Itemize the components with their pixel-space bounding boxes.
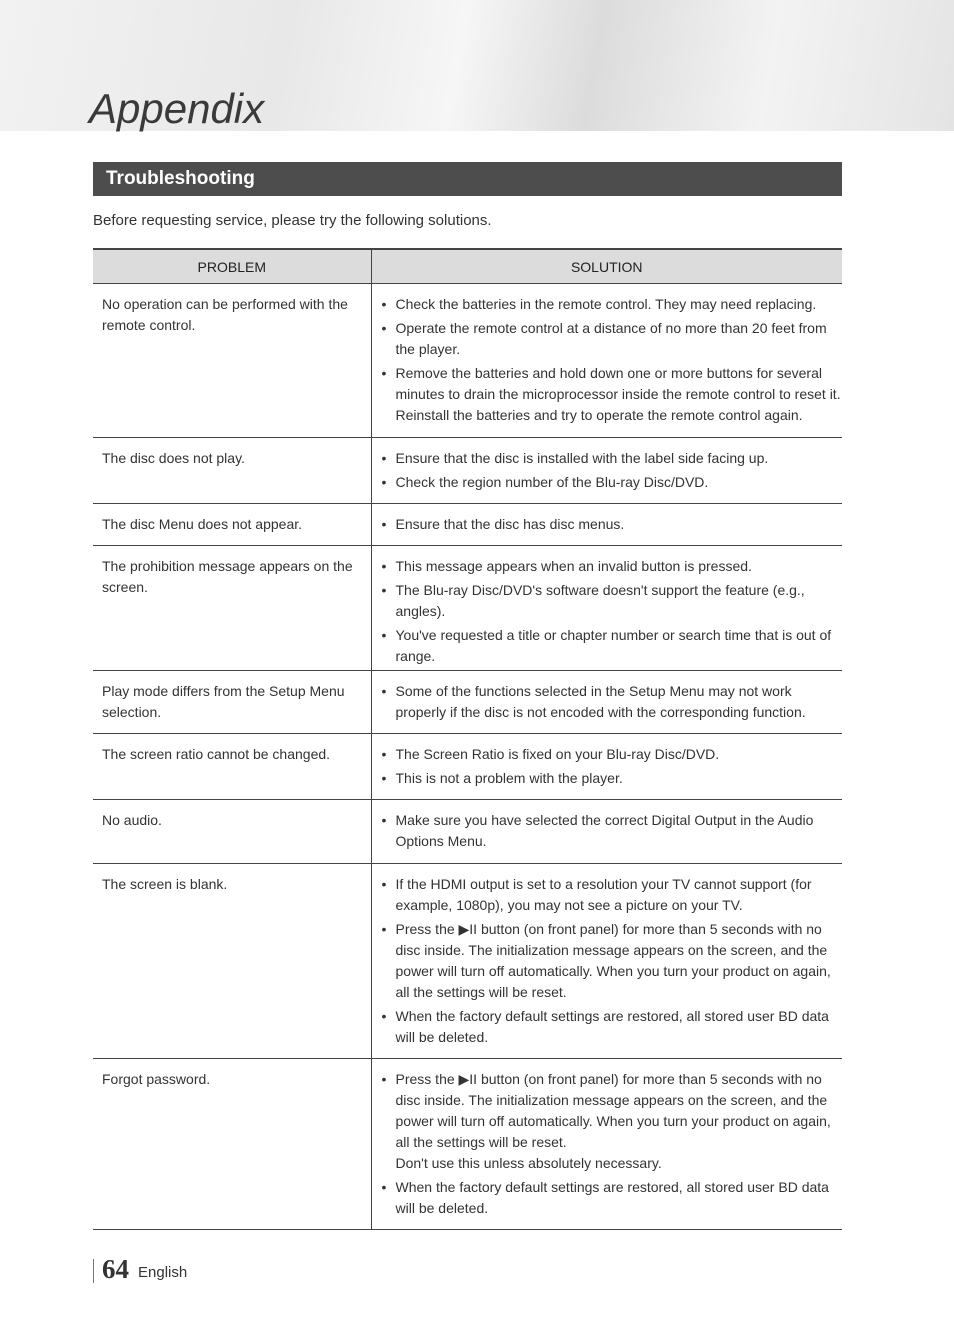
solution-note: Don't use this unless absolutely necessary. (395, 1155, 662, 1171)
solution-item: • Operate the remote control at a distance of no more than 20 feet from the player. (380, 318, 843, 360)
solution-list (380, 1069, 843, 1219)
solution-item: • Check the batteries in the remote control. They may need replacing. (380, 294, 843, 315)
solution-list (380, 556, 843, 667)
solution-cell (371, 864, 842, 1059)
solution-list (380, 681, 843, 723)
solution-cell (371, 671, 842, 734)
solution-column-header: SOLUTION (371, 249, 842, 284)
solution-cell (371, 734, 842, 800)
solution-item: • You've requested a title or chapter number or search time that is out of range. (380, 625, 843, 667)
solution-list (380, 294, 843, 426)
page-title: Appendix (89, 85, 265, 132)
solution-list (380, 810, 843, 852)
solution-item: • The Screen Ratio is fixed on your Blu-ray Disc/DVD. (380, 744, 843, 765)
footer-divider (93, 1259, 94, 1283)
solution-list (380, 514, 843, 535)
solution-cell (371, 546, 842, 671)
solution-item: • Check the region number of the Blu-ray Disc/DVD. (380, 472, 843, 493)
solution-item: • When the factory default settings are restored, all stored user BD data will be deleted. (380, 1006, 843, 1048)
solution-cell (371, 1059, 842, 1230)
solution-item: • If the HDMI output is set to a resolution your TV cannot support (for example, 1080p), you may not see a picture on your TV. (380, 874, 843, 916)
table-row (93, 671, 842, 734)
table-row (93, 546, 842, 671)
solution-item: • This is not a problem with the player. (380, 768, 843, 789)
section-header (93, 162, 842, 196)
solution-item (380, 1069, 843, 1174)
solution-item: • Ensure that the disc has disc menus. (380, 514, 843, 535)
solution-list (380, 874, 843, 1048)
troubleshooting-table (93, 248, 842, 1230)
solution-cell (371, 800, 842, 864)
problem-cell: The disc Menu does not appear. (93, 504, 371, 546)
solution-list (380, 744, 843, 789)
table-row (93, 734, 842, 800)
solution-item: • Press the ▶II button (on front panel) for more than 5 seconds with no disc inside. The initialization message appears on the screen, and the power will turn off automatically. When you turn your product on again, all the settings will be reset. (380, 919, 843, 1003)
solution-item-text: Press the ▶II button (on front panel) for more than 5 seconds with no disc inside. The initialization message appears on the screen, and the power will turn off automatically. When you turn your product on again, all the settings will be reset. (395, 1071, 831, 1150)
solution-cell (371, 438, 842, 504)
solution-cell (371, 504, 842, 546)
table-row (93, 284, 842, 438)
problem-cell: The disc does not play. (93, 438, 371, 504)
table-row (93, 438, 842, 504)
problem-cell: Play mode differs from the Setup Menu selection. (93, 671, 371, 734)
problem-cell: Forgot password. (93, 1059, 371, 1230)
solution-item: • Some of the functions selected in the Setup Menu may not work properly if the disc is not encoded with the corresponding function. (380, 681, 843, 723)
page-footer (93, 1253, 187, 1283)
solution-item: • The Blu-ray Disc/DVD's software doesn't support the feature (e.g., angles). (380, 580, 843, 622)
problem-cell: No audio. (93, 800, 371, 864)
table-row (93, 864, 842, 1059)
problem-cell: The screen ratio cannot be changed. (93, 734, 371, 800)
table-row (93, 800, 842, 864)
solution-item: • Ensure that the disc is installed with the label side facing up. (380, 448, 843, 469)
solution-list (380, 448, 843, 493)
solution-item: • Remove the batteries and hold down one or more buttons for several minutes to drain the microprocessor inside the remote control to reset it. Reinstall the batteries and try to operate the remote control again. (380, 363, 843, 426)
intro-text: Before requesting service, please try the following solutions. (93, 212, 492, 229)
solution-cell (371, 284, 842, 438)
problem-cell: The screen is blank. (93, 864, 371, 1059)
table-row (93, 1059, 842, 1230)
problem-cell: The prohibition message appears on the screen. (93, 546, 371, 671)
solution-item: • When the factory default settings are restored, all stored user BD data will be deleted. (380, 1177, 843, 1219)
table-header-row (93, 249, 842, 284)
problem-column-header: PROBLEM (93, 249, 371, 284)
solution-item: • Make sure you have selected the correct Digital Output in the Audio Options Menu. (380, 810, 843, 852)
page-number: 64 (102, 1254, 129, 1284)
problem-cell: No operation can be performed with the remote control. (93, 284, 371, 438)
footer-language: English (138, 1264, 188, 1281)
table-row (93, 504, 842, 546)
solution-item: • This message appears when an invalid button is pressed. (380, 556, 843, 577)
section-title: Troubleshooting (106, 168, 255, 189)
